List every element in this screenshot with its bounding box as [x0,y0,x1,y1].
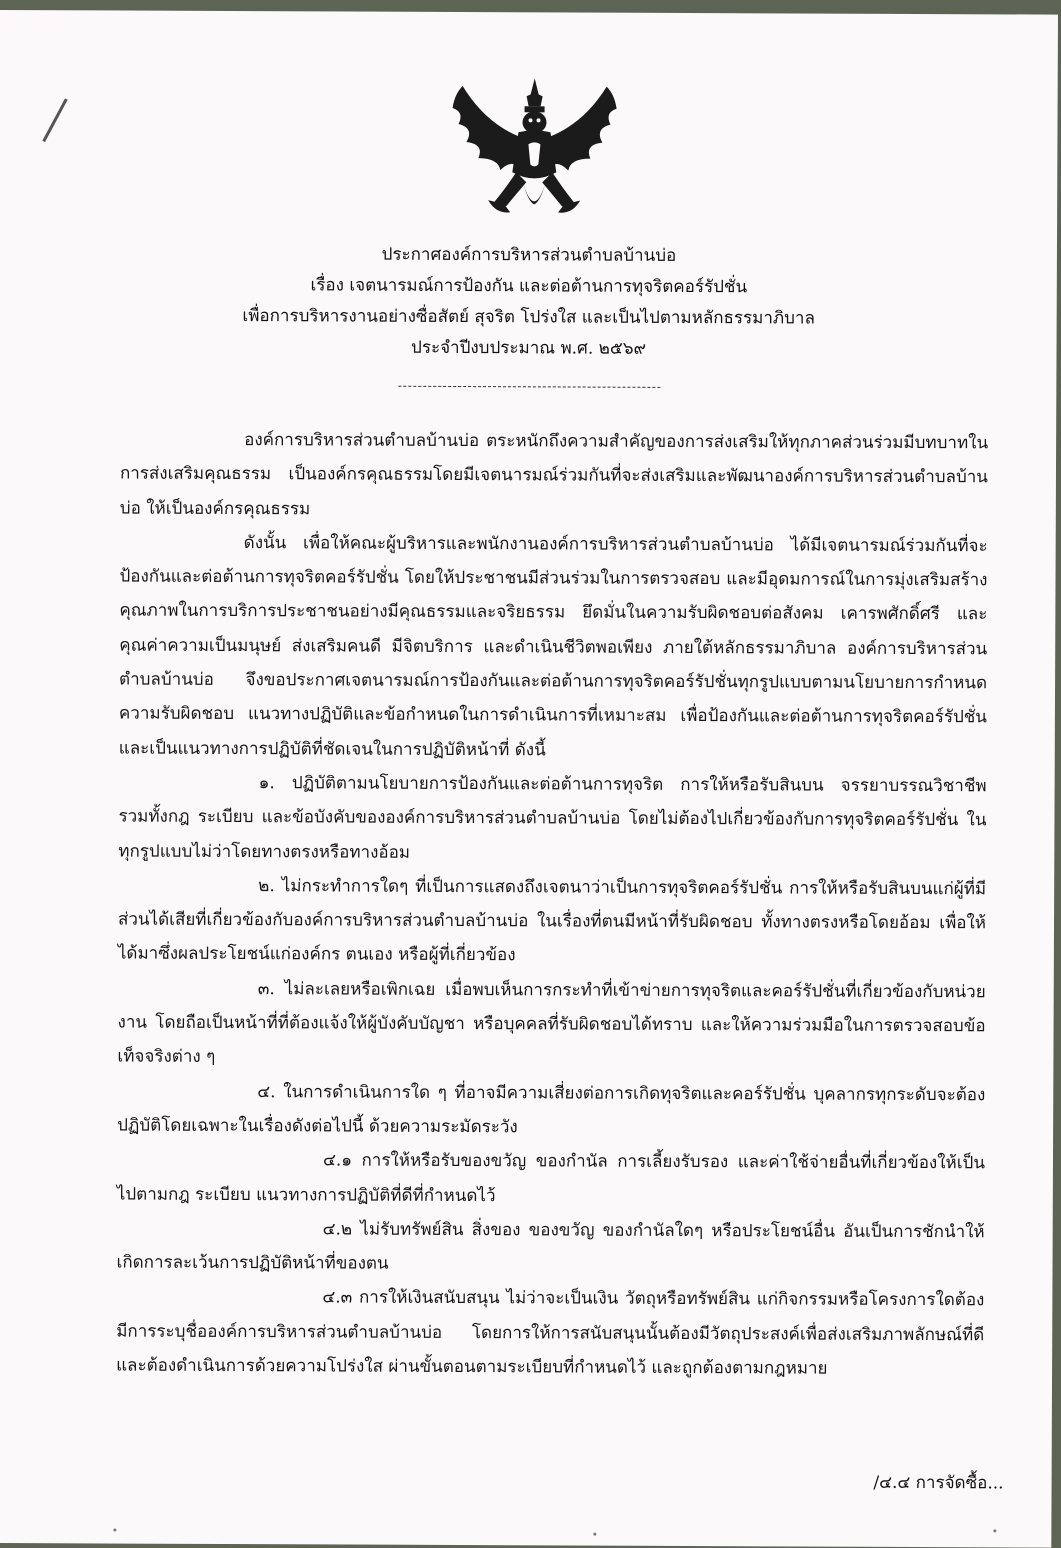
item-4-1: ๔.๑ การให้หรือรับของขวัญ ของกำนัล การเลี้ยงรับรอง และค่าใช้จ่ายอื่นที่เกี่ยวข้องให้เป็นไปตามกฎ ระเบียบ แนวทางการปฏิบัติที่ดีที่กำหนดไว้ [116,1150,986,1206]
pen-mark [42,98,67,142]
heading-fiscal-year: ประจำปีงบประมาณ พ.ศ. ๒๕๖๙ [411,337,647,359]
item-2: ๒. ไม่กระทำการใดๆ ที่เป็นการแสดงถึงเจตนาว่าเป็นการทุจริตคอร์รัปชั่น การให้หรือรับสินบนแก่ผู้ที่มีส่วนได้เสียที่เกี่ยวข้องกับองค์การบริหารส่วนตำบลบ้านบ่อ ในเรื่องที่ตนมีหน้าที่รับผิดชอบ ทั้งทางตรงหรือโดยอ้อม เพื่อให้ได้มาซึ่งผลประโยชน์แก่องค์กร ตนเอง หรือผู้ที่เกี่ยวข้อง [117,875,987,966]
item-4-2: ๔.๒ ไม่รับทรัพย์สิน สิ่งของ ของขวัญ ของกำนัลใดๆ หรือประโยชน์อื่น อันเป็นการชักนำให้เกิดการละเว้นการปฏิบัติหน้าที่ของตน [116,1219,985,1274]
speck [993,1529,996,1532]
heading-subject: เรื่อง เจตนารมณ์การป้องกัน และต่อต้านการทุจริตคอร์รัปชั่น [310,275,748,298]
item-4-3: ๔.๓ การให้เงินสนับสนุน ไม่ว่าจะเป็นเงิน วัตถุหรือทรัพย์สิน แก่กิจกรรมหรือโครงการใดต้องมีการระบุชื่อองค์การบริหารส่วนตำบลบ้านบ่อ โดยการให้การสนับสนุนนั้นต้องมีวัตถุประสงค์เพื่อส่งเสริมภาพลักษณ์ที่ดี และต้องดำเนินการด้วยความโปร่งใส ผ่านขั้นตอนตามระเบียบที่กำหนดไว้ และถูกต้องตามกฎหมาย [116,1287,985,1379]
announcement-body [116,423,988,1387]
heading-purpose: เพื่อการบริหารงานอย่างซื่อสัตย์ สุจริต โปร่งใส และเป็นไปตามหลักธรรมาภิบาล [242,306,815,329]
document-page [0,10,1058,1548]
speck [593,1533,596,1536]
intro-paragraph: องค์การบริหารส่วนตำบลบ้านบ่อ ตระหนักถึงความสำคัญของการส่งเสริมให้ทุกภาคส่วนร่วมมีบทบาทในการส่งเสริมคุณธรรม เป็นองค์กรคุณธรรมโดยมีเจตนารมณ์ร่วมกันที่จะส่งเสริมและพัฒนาองค์การบริหารส่วนตำบลบ้านบ่อ ให้เป็นองค์กรคุณธรรม [119,430,989,519]
speck [113,1529,116,1532]
announcement-heading [128,239,929,366]
item-1: ๑. ปฏิบัติตามนโยบายการป้องกันและต่อต้านการทุจริต การให้หรือรับสินบน จรรยาบรรณวิชาชีพ รวมทั้งกฎ ระเบียบ และข้อบังคับขององค์การบริหารส่วนตำบลบ้านบ่อ โดยไม่ต้องไปเกี่ยวข้องกับการทุจริตคอร์รัปชั่น ในทุกรูปแบบไม่ว่าโดยทางตรงหรือทางอ้อม [118,773,987,863]
dashed-divider [398,386,660,388]
item-3: ๓. ไม่ละเลยหรือเพิกเฉย เมื่อพบเห็นการกระทำที่เข้าข่ายการทุจริตและคอร์รัปชั่นที่เกี่ยวข้องกับหน่วยงาน โดยถือเป็นหน้าที่ที่ต้องแจ้งให้ผู้บังคับบัญชา หรือบุคคลที่รับผิดชอบได้ทราบ และให้ความร่วมมือในการตรวจสอบข้อเท็จจริงต่าง ๆ [117,978,986,1068]
garuda-emblem-icon [444,72,625,231]
declaration-paragraph: ดังนั้น เพื่อให้คณะผู้บริหารและพนักงานองค์การบริหารส่วนตำบลบ้านบ่อ ได้มีเจตนารมณ์ร่วมกันที่จะป้องกันและต่อต้านการทุจริตคอร์รัปชั่น โดยให้ประชาชนมีส่วนร่วมในการตรวจสอบ และมีอุดมการณ์ในการมุ่งเสริมสร้างคุณภาพในการบริการประชาชนอย่างมีคุณธรรมและจริยธรรม ยึดมั่นในความรับผิดชอบต่อสังคม เคารพศักดิ์ศรี และคุณค่าความเป็นมนุษย์ ส่งเสริมคนดี มีจิตบริการ และดำเนินชีวิตพอเพียง ภายใต้หลักธรรมาภิบาล องค์การบริหารส่วนตำบลบ้านบ่อ จึงขอประกาศเจตนารมณ์การป้องกันและต่อต้านการทุจริตคอร์รัปชั่นทุกรูปแบบตามนโยบายการกำหนดความรับผิดชอบ แนวทางปฏิบัติและข้อกำหนดในการดำเนินการที่เหมาะสม เพื่อป้องกันและต่อต้านการทุจริตคอร์รัปชั่น และเป็นแนวทางการปฏิบัติที่ชัดเจนในการปฏิบัติหน้าที่ ดังนี้ [118,532,988,761]
heading-organization: ประกาศองค์การบริหารส่วนตำบลบ้านบ่อ [381,244,677,266]
item-4: ๔. ในการดำเนินการใด ๆ ที่อาจมีความเสี่ยงต่อการเกิดทุจริตและคอร์รัปชั่น บุคลากรทุกระดับจะต้องปฏิบัติโดยเฉพาะในเรื่องดังต่อไปนี้ ด้วยความระมัดระวัง [117,1081,986,1138]
continuation-note: /๔.๔ การจัดซื้อ... [873,1472,1004,1494]
